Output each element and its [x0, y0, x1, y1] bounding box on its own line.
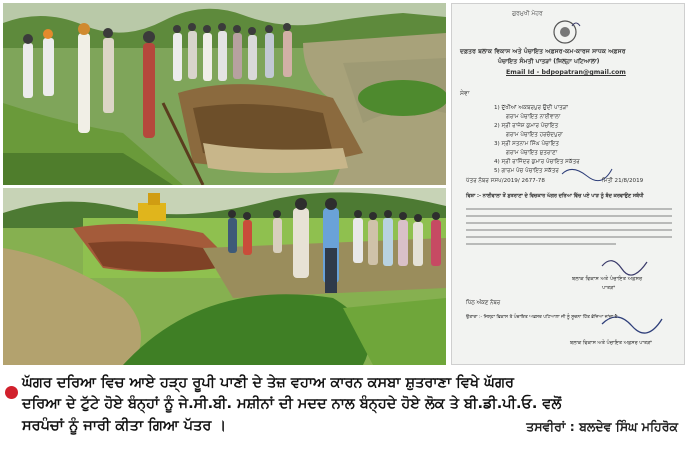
- letter-to: ਸੇਵਾ: [460, 90, 470, 97]
- letter-endorsement: ਪਿੱਠ ਅੰਕਣ ਨੰਬਰ: [466, 300, 501, 306]
- letter-subject: ਵਿਸ਼ਾ :- ਨਾਈਵਾਲਾ ਤੋਂ ਸ਼ੁਤਰਾਣਾ ਦੇ ਵਿਚਕਾਰ ਘੱਗਰ ਦਰਿਆ ਵਿੱਚ ਪਏ ਪਾੜ ਨੂੰ ਬੰਦ ਕਰਵਾਉਣ ਸਬੰਧੀ: [466, 193, 644, 199]
- letter-email: Email Id - bdpopatran@gmail.com: [506, 69, 626, 76]
- photo-credit: ਤਸਵੀਰਾਂ : ਬਲਦੇਵ ਸਿੰਘ ਮਹਿਰੋਕ: [526, 419, 678, 434]
- caption-line-3: ਸਰਪੰਚਾਂ ਨੂੰ ਜਾਰੀ ਕੀਤਾ ਗਿਆ ਪੱਤਰ ।: [22, 418, 227, 434]
- letter-header-line1: ਦਫ਼ਤਰ ਬਲਾਕ ਵਿਕਾਸ ਅਤੇ ਪੰਚਾਇਤ ਅਫ਼ਸਰ-ਕਮ-ਕਾਰਜ ਸਾਧਕ ਅਫ਼ਸਰ: [460, 48, 626, 55]
- letter-signature-block: ਬਲਾਕ ਵਿਕਾਸ ਅਤੇ ਪੰਚਾਇਤ ਅਫ਼ਸਰ: [572, 276, 643, 282]
- letter-date: ਮਿਤੀ 21/8/2019: [602, 178, 644, 184]
- letter-memo-no: ਪੱਤਰ ਨੰਬਰ ਸਸਪ/2019/ 2677-78: [466, 178, 545, 184]
- broken-embankment-photo-bottom: [3, 188, 446, 365]
- photo-top-illustration: [3, 3, 446, 185]
- flood-embankment-photo-top: [3, 3, 446, 185]
- letter-footer-sign: ਬਲਾਕ ਵਿਕਾਸ ਅਤੇ ਪੰਚਾਇਤ ਅਫ਼ਸਰ ਪਾਤੜਾਂ: [570, 340, 652, 346]
- caption-line-1: ਘੱਗਰ ਦਰਿਆ ਵਿਚ ਆਏ ਹੜ੍ਹ ਰੂਪੀ ਪਾਣੀ ਦੇ ਤੇਜ਼ ਵਹਾਅ ਕਾਰਨ ਕਸਬਾ ਸ਼ੁਤਰਾਣਾ ਵਿਖੇ ਘੱਗਰ: [22, 375, 515, 391]
- letter-recipient-1: 1) ਦੁੱਖੀਆਂ ਅਕਬਰਪੁਰ ਉਦੀ ਪਾਤੜਾਂ: [494, 105, 569, 111]
- letter-recipient-5: 5) ਗਾਰਮ ਪੰਚ ਪੰਚਾਇਤ ਸਕੱਤਰ: [494, 168, 559, 174]
- caption-line-2: ਦਰਿਆ ਦੇ ਟੁੱਟੇ ਹੋਏ ਬੰਨ੍ਹਾਂ ਨੂੰ ਜੇ.ਸੀ.ਬੀ. ਮਸ਼ੀਨਾਂ ਦੀ ਮਦਦ ਨਾਲ ਬੰਨ੍ਹਦੇ ਹੋਏ ਲੋਕ ਤੇ ਬੀ.ਡੀ.ਪੀ.ਓ. ਵਲੋਂ: [22, 396, 562, 412]
- letter-recipient-3: 3) ਸ੍ਰੀ ਸਤਨਾਮ ਸਿੰਘ ਪੰਚਾਇਤ: [494, 141, 559, 147]
- letter-copy-line: ਉਤਾਰਾ :- ਜਿਲ੍ਹਾ ਵਿਕਾਸ ਤੇ ਪੰਚਾਇਤ ਅਫ਼ਸਰ ਪਟਿਆਲਾ ਜੀ ਨੂੰ ਸੂਚਨਾ ਹਿੱਤ ਭੇਜਿਆ ਜਾਂਦਾ ਹੈ: [466, 315, 618, 320]
- letter-signature-place: ਪਾਤੜਾਂ: [602, 285, 616, 291]
- letter-recipient-3b: ਗਰਾਮ ਪੰਚਾਇਤ ਸ਼ੁਤਰਾਣਾ: [506, 150, 558, 156]
- letter-recipient-2: 2) ਸ੍ਰੀ ਰਾਜੇਸ਼ ਕੁਮਾਰ ਪੰਚਾਇਤ: [494, 123, 559, 129]
- red-bullet-icon: [5, 386, 18, 399]
- letter-recipient-4: 4) ਸ੍ਰੀ ਰਾਜਿੰਦਰ ਕੁਮਾਰ ਪੰਚਾਇਤ ਸਕੱਤਰ: [494, 159, 580, 165]
- photo-bottom-illustration: [3, 188, 446, 365]
- letter-recipient-1b: ਗਰਾਮ ਪੰਚਾਇਤ ਨਾਈਵਾਲਾ: [506, 114, 561, 120]
- letter-recipient-2b: ਗਰਾਮ ਪੰਚਾਇਤ ਹਰਚੰਦਪੁਰਾ: [506, 132, 563, 138]
- letter-header-line2: ਪੰਚਾਇਤ ਸੰਮਤੀ ਪਾਤੜਾਂ (ਜਿਲ੍ਹਾ ਪਟਿਆਲਾ): [498, 58, 600, 65]
- bdpo-letter-document: ਗੁਰਮੁਖੀ ਮੋਹਰ ਦਫ਼ਤਰ ਬਲਾਕ ਵਿਕਾਸ ਅਤੇ ਪੰਚਾਇਤ ਅਫ਼ਸਰ-ਕਮ-ਕਾਰਜ ਸਾਧਕ ਅਫ਼ਸਰ ਪੰਚਾਇਤ ਸੰਮਤੀ ਪਾਤੜਾਂ (ਜਿਲ੍ਹਾ ਪਟਿਆਲਾ) Email Id - bdpopatran@gmail.com ਸੇਵਾ 1) ਦੁੱਖੀਆਂ ਅਕਬਰਪੁਰ ਉਦੀ ਪਾਤੜਾਂ ਗਰਾਮ ਪੰਚਾਇਤ ਨਾਈਵਾਲਾ 2) ਸ੍ਰੀ ਰਾਜੇਸ਼ ਕੁਮਾਰ ਪੰਚਾਇਤ ਗਰਾਮ ਪੰਚਾਇਤ ਹਰਚੰਦਪੁਰਾ 3) ਸ੍ਰੀ ਸਤਨਾਮ ਸਿੰਘ ਪੰਚਾਇਤ ਗਰਾਮ ਪੰਚਾਇਤ ਸ਼ੁਤਰਾਣਾ 4) ਸ੍ਰੀ ਰਾਜਿੰਦਰ ਕੁਮਾਰ ਪੰਚਾਇਤ ਸਕੱਤਰ 5) ਗਾਰਮ ਪੰਚ ਪੰਚਾਇਤ ਸਕੱਤਰ ਪੱਤਰ ਨੰਬਰ ਸਸਪ/2019/ 2677-78 ਮਿਤੀ 21/8/2019 ਵਿਸ਼ਾ :- ਨਾਈਵਾਲਾ ਤੋਂ ਸ਼ੁਤਰਾਣਾ ਦੇ ਵਿਚਕਾਰ ਘੱਗਰ ਦਰਿਆ ਵਿੱਚ ਪਏ ਪਾੜ ਨੂੰ ਬੰਦ ਕਰਵਾਉਣ ਸਬੰਧੀ ਬਲਾਕ ਵਿਕਾਸ ਅਤੇ ਪੰਚਾਇਤ ਅਫ਼ਸਰ ਪਾਤੜਾਂ ਪਿੱਠ ਅੰਕਣ ਨੰਬਰ ਉਤਾਰਾ :- ਜਿਲ੍ਹਾ ਵਿਕਾਸ ਤੇ ਪੰਚਾਇਤ ਅਫ਼ਸਰ ਪਟਿਆਲਾ ਜੀ ਨੂੰ ਸੂਚਨਾ ਹਿੱਤ ਭੇਜਿਆ ਜਾਂਦਾ ਹੈ ਬਲਾਕ ਵਿਕਾਸ ਅਤੇ ਪੰਚਾਇਤ ਅਫ਼ਸਰ ਪਾਤੜਾਂ: [451, 3, 685, 365]
